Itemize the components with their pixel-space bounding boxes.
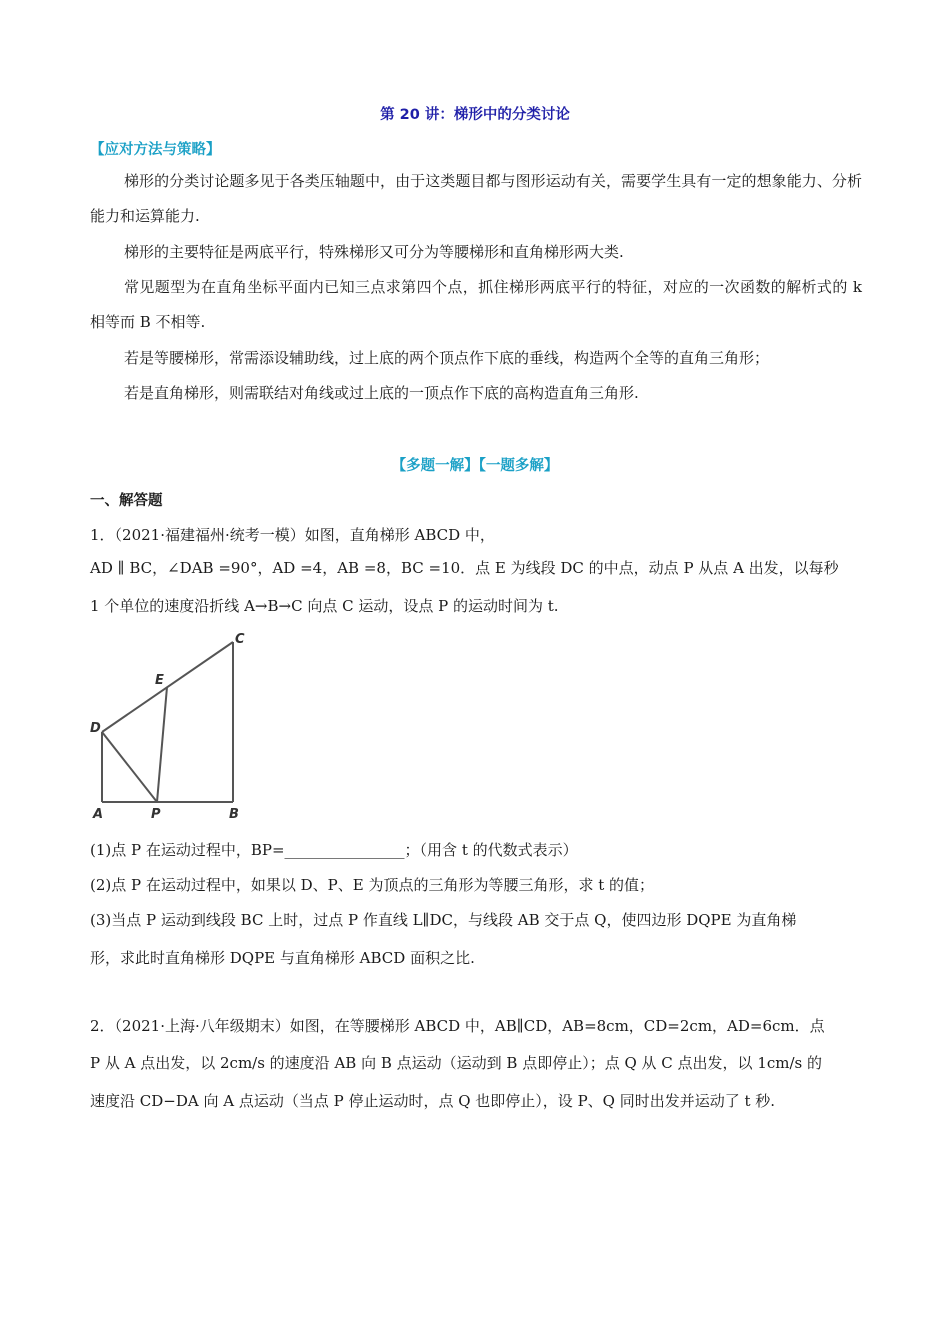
strategy-para-3-text: 常见题型为在直角坐标平面内已知三点求第四个点，抓住梯形两底平行的特征，对应的一次函数的解析式的 k 相等而 B 不相等. <box>90 278 862 331</box>
q1-sub-1: (1)点 P 在运动过程中，BP=________________；（用含 t 的代数式表示） <box>90 841 578 859</box>
strategy-para-2-text: 梯形的主要特征是两底平行，特殊梯形又可分为等腰梯形和直角梯形两大类. <box>124 243 624 261</box>
strategy-para-1 <box>90 164 862 234</box>
q1-sub-2: (2)点 P 在运动过程中，如果以 D、P、E 为顶点的三角形为等腰三角形，求 t 的值； <box>90 876 655 894</box>
strategy-para-4 <box>90 341 862 376</box>
strategy-para-3 <box>90 270 862 340</box>
strategy-heading: 【应对方法与策略】 <box>90 142 221 158</box>
strategy-para-5 <box>90 376 862 411</box>
label-P: P <box>151 807 161 822</box>
part-heading: 一、解答题 <box>90 493 163 509</box>
label-C: C <box>235 632 245 647</box>
label-E: E <box>155 673 164 688</box>
q1-sub-3b: 形，求此时直角梯形 DQPE 与直角梯形 ABCD 面积之比. <box>90 949 475 967</box>
page-title: 第 20 讲：梯形中的分类讨论 <box>380 107 570 123</box>
label-B: B <box>229 807 239 822</box>
segment-PE <box>157 687 167 802</box>
segment-DC <box>102 642 233 732</box>
q2-line-2: P 从 A 点出发，以 2cm/s 的速度沿 AB 向 B 点运动（运动到 B 点即停止）；点 Q 从 C 点出发，以 1cm/s 的 <box>90 1054 823 1072</box>
segment-DP <box>102 732 157 802</box>
q1-line-3: 1 个单位的速度沿折线 A→B→C 向点 C 运动，设点 P 的运动时间为 t. <box>90 597 559 615</box>
strategy-para-1-text: 梯形的分类讨论题多见于各类压轴题中，由于这类题目都与图形运动有关，需要学生具有一定的想象能力、分析能力和运算能力. <box>90 172 862 225</box>
q2-line-3: 速度沿 CD−DA 向 A 点运动（当点 P 停止运动时，点 Q 也即停止），设 P、Q 同时出发并运动了 t 秒. <box>90 1092 776 1110</box>
trapezoid-figure <box>85 628 260 823</box>
section-heading: 【多题一解】【一题多解】 <box>391 458 559 474</box>
strategy-para-2 <box>90 235 862 270</box>
label-D: D <box>90 721 101 736</box>
strategy-para-5-text: 若是直角梯形，则需联结对角线或过上底的一顶点作下底的高构造直角三角形. <box>124 384 639 402</box>
strategy-para-4-text: 若是等腰梯形，常需添设辅助线，过上底的两个顶点作下底的垂线，构造两个全等的直角三角形； <box>124 349 770 367</box>
q1-sub-3a: (3)当点 P 运动到线段 BC 上时，过点 P 作直线 L∥DC，与线段 AB 交于点 Q，使四边形 DQPE 为直角梯 <box>90 911 797 929</box>
label-A: A <box>93 807 104 822</box>
q1-line-1: 1．（2021·福建福州·统考一模）如图，直角梯形 ABCD 中， <box>90 526 495 544</box>
q2-line-1: 2．（2021·上海·八年级期末）如图，在等腰梯形 ABCD 中，AB∥CD，AB=8cm，CD=2cm，AD=6cm．点 <box>90 1017 825 1035</box>
q1-line-2: AD ∥ BC，∠DAB =90°，AD =4，AB =8，BC =10．点 E 为线段 DC 的中点，动点 P 从点 A 出发，以每秒 <box>90 559 839 577</box>
